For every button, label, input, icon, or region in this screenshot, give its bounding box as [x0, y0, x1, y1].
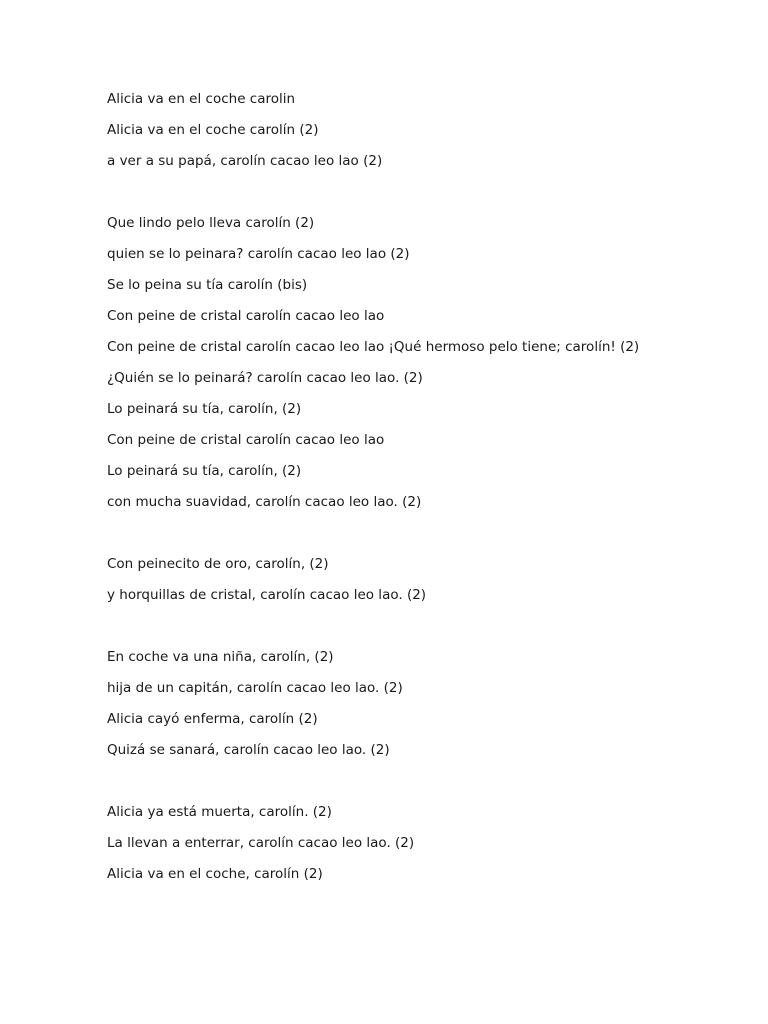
lyric-line: ¿Quién se lo peinará? carolín cacao leo lao. (2): [107, 370, 423, 386]
lyric-line: Con peine de cristal carolín cacao leo lao ¡Qué hermoso pelo tiene; carolín! (2): [107, 339, 640, 355]
lyric-line: Que lindo pelo lleva carolín (2): [107, 215, 315, 231]
lyric-line: quien se lo peinara? carolín cacao leo lao (2): [107, 246, 410, 262]
lyric-line: Con peine de cristal carolín cacao leo lao: [107, 432, 385, 448]
lyric-line: En coche va una niña, carolín, (2): [107, 649, 334, 665]
lyric-line: Quizá se sanará, carolín cacao leo lao. (2): [107, 742, 390, 758]
lyric-line: Alicia va en el coche, carolín (2): [107, 866, 323, 882]
lyric-line: con mucha suavidad, carolín cacao leo lao. (2): [107, 494, 422, 510]
lyric-line: Alicia va en el coche carolín (2): [107, 122, 319, 138]
stanza-break: [107, 177, 747, 208]
lyric-line: Lo peinará su tía, carolín, (2): [107, 401, 302, 417]
lyric-line: Se lo peina su tía carolín (bis): [107, 277, 308, 293]
stanza-break: [107, 611, 747, 642]
lyric-line: Alicia va en el coche carolin: [107, 91, 296, 107]
lyric-line: Con peinecito de oro, carolín, (2): [107, 556, 329, 572]
stanza-break: [107, 518, 747, 549]
lyric-line: Lo peinará su tía, carolín, (2): [107, 463, 302, 479]
lyrics-page: [107, 84, 747, 890]
stanza-break: [107, 766, 747, 797]
lyric-line: Con peine de cristal carolín cacao leo lao: [107, 308, 385, 324]
lyric-line: a ver a su papá, carolín cacao leo lao (2): [107, 153, 383, 169]
lyric-line: y horquillas de cristal, carolín cacao leo lao. (2): [107, 587, 427, 603]
lyric-line: La llevan a enterrar, carolín cacao leo lao. (2): [107, 835, 415, 851]
lyric-line: Alicia ya está muerta, carolín. (2): [107, 804, 332, 820]
lyric-line: hija de un capitán, carolín cacao leo lao. (2): [107, 680, 403, 696]
lyric-line: Alicia cayó enferma, carolín (2): [107, 711, 318, 727]
